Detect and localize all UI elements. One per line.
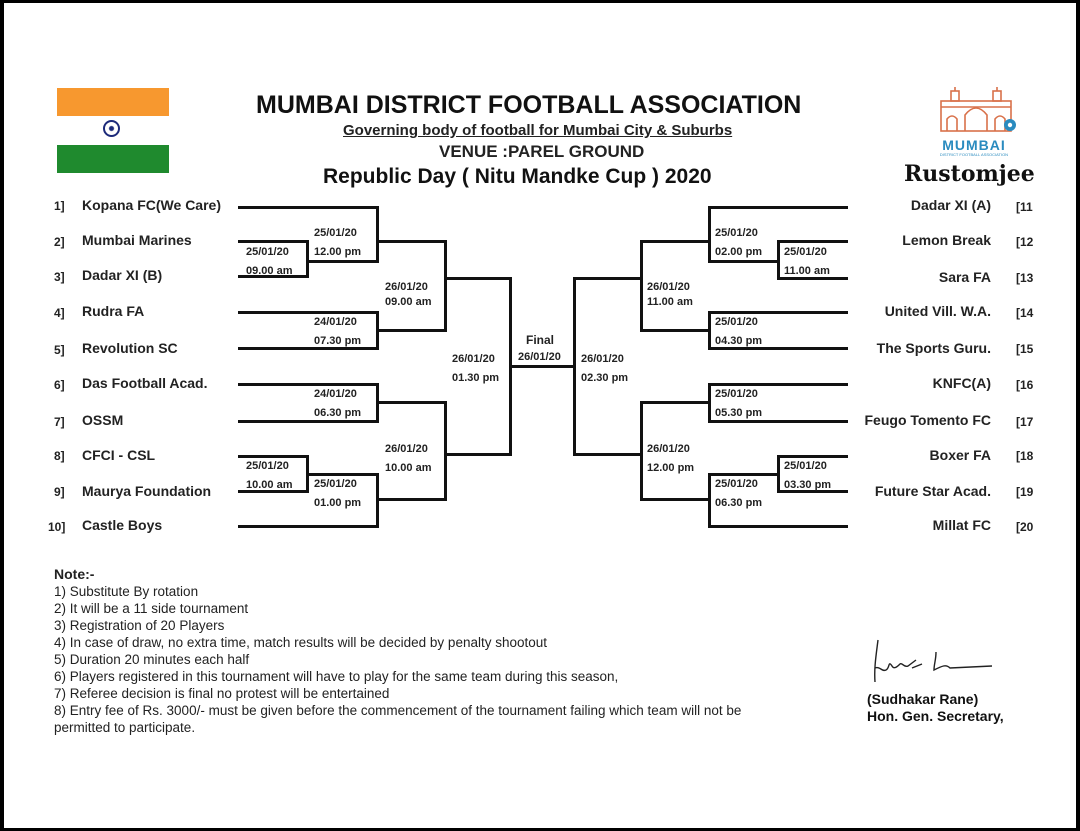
seed-number: [12: [1016, 235, 1034, 249]
note-item: 3) Registration of 20 Players: [54, 618, 225, 633]
note-item: 1) Substitute By rotation: [54, 584, 199, 599]
note-item: 2) It will be a 11 side tournament: [54, 601, 249, 616]
seed-number: 3]: [54, 270, 65, 284]
mdfa-logo: [919, 87, 1029, 157]
team-name: Das Football Acad.: [82, 375, 208, 391]
match-schedule: 25/01/20 04.30 pm: [715, 316, 763, 347]
match-schedule: 25/01/20 06.30 pm: [715, 478, 763, 509]
match-schedule: 25/01/20 09.00 am: [246, 246, 293, 277]
signature-mark-icon: [872, 638, 1002, 688]
notes-section: [54, 566, 741, 736]
match-schedule: 25/01/20 12.00 pm: [314, 227, 362, 258]
match-schedule: 26/01/20 01.30 pm: [452, 353, 500, 384]
team-name: Mumbai Marines: [82, 232, 192, 248]
team-name: Feugo Tomento FC: [864, 412, 991, 428]
seed-number: [20: [1016, 520, 1034, 534]
seed-number: 1]: [54, 199, 65, 213]
team-name: Rudra FA: [82, 303, 145, 319]
gateway-of-india-icon: [935, 87, 1017, 133]
final-label: Final: [526, 333, 555, 347]
association-subtitle: Governing body of football for Mumbai City & Suburbs: [343, 122, 733, 139]
match-schedule: 25/01/20 03.30 pm: [784, 460, 832, 491]
team-name: CFCI - CSL: [82, 447, 156, 463]
signatory: [867, 691, 1004, 725]
seed-number: 5]: [54, 343, 65, 357]
match-schedule: 24/01/20 06.30 pm: [314, 388, 362, 419]
team-name: Millat FC: [932, 517, 991, 533]
seed-number: [14: [1016, 306, 1034, 320]
team-name: KNFC(A): [932, 375, 991, 391]
seed-number: 8]: [54, 449, 65, 463]
logo-mumbai-text: MUMBAI: [942, 137, 1006, 153]
flag-green-band: [57, 145, 169, 173]
match-schedule: 25/01/20 11.00 am: [784, 246, 830, 277]
match-schedule: 25/01/20 05.30 pm: [715, 388, 763, 419]
note-item: 8) Entry fee of Rs. 3000/- must be given before the commencement of the tournament failing which team will not be: [54, 703, 742, 718]
match-schedule: 26/01/20 02.30 pm: [581, 353, 629, 384]
signatory-name: (Sudhakar Rane): [867, 691, 979, 707]
seed-number: 2]: [54, 235, 65, 249]
seed-number: [17: [1016, 415, 1034, 429]
seed-number: 9]: [54, 485, 65, 499]
team-name: The Sports Guru.: [876, 340, 991, 356]
note-item: permitted to participate.: [54, 720, 196, 735]
flag-white-band: [57, 116, 169, 145]
cup-title: Republic Day ( Nitu Mandke Cup ) 2020: [323, 165, 712, 188]
match-schedule: 26/01/20 10.00 am: [385, 443, 432, 474]
team-name: Maurya Foundation: [82, 483, 212, 499]
team-name: Lemon Break: [902, 232, 991, 248]
india-flag-icon: [57, 88, 169, 173]
match-schedule: 25/01/20 10.00 am: [246, 460, 293, 491]
note-item: 5) Duration 20 minutes each half: [54, 652, 250, 667]
seed-number: [11: [1016, 200, 1033, 214]
note-item: 7) Referee decision is final no protest will be entertained: [54, 686, 390, 701]
notes-heading: Note:-: [54, 566, 95, 582]
match-schedule: 26/01/20 11.00 am: [647, 281, 693, 308]
match-schedule: 25/01/20 02.00 pm: [715, 227, 763, 258]
ashoka-chakra-icon: [103, 120, 120, 137]
flag-saffron-band: [57, 88, 169, 116]
tournament-fixture-document: [4, 3, 1076, 828]
team-name: Kopana FC(We Care): [82, 197, 221, 213]
team-name: Boxer FA: [929, 447, 991, 463]
seed-number: [13: [1016, 271, 1034, 285]
sponsor-logo: Rustomjee: [904, 161, 1035, 187]
team-name: Dadar XI (A): [910, 197, 991, 213]
association-title: MUMBAI DISTRICT FOOTBALL ASSOCIATION: [256, 91, 802, 119]
venue-label: VENUE :PAREL GROUND: [439, 142, 645, 161]
team-name: Revolution SC: [82, 340, 178, 356]
seed-number: [16: [1016, 378, 1034, 392]
seed-number: [19: [1016, 485, 1034, 499]
team-name: United Vill. W.A.: [884, 303, 991, 319]
team-name: Castle Boys: [82, 517, 163, 533]
match-schedule: 25/01/20 01.00 pm: [314, 478, 362, 509]
signatory-designation: Hon. Gen. Secretary,: [867, 708, 1004, 724]
seed-number: [15: [1016, 342, 1034, 356]
team-name: OSSM: [82, 412, 124, 428]
team-name: Dadar XI (B): [82, 267, 163, 283]
seed-number: 4]: [54, 306, 65, 320]
seed-number: 7]: [54, 415, 65, 429]
team-name: Future Star Acad.: [874, 483, 991, 499]
seed-number: [18: [1016, 449, 1034, 463]
note-item: 4) In case of draw, no extra time, match results will be decided by penalty shootout: [54, 635, 548, 650]
seed-number: 6]: [54, 378, 65, 392]
seed-number: 10]: [48, 520, 66, 534]
note-item: 6) Players registered in this tournament will have to play for the same team during this season,: [54, 669, 619, 684]
logo-subtext: DISTRICT FOOTBALL ASSOCIATION: [939, 152, 1009, 157]
final-date: 26/01/20: [518, 351, 561, 363]
team-name: Sara FA: [938, 269, 991, 285]
match-schedule: 26/01/20 09.00 am: [385, 281, 432, 308]
match-schedule: 26/01/20 12.00 pm: [647, 443, 695, 474]
match-schedule: 24/01/20 07.30 pm: [314, 316, 362, 347]
